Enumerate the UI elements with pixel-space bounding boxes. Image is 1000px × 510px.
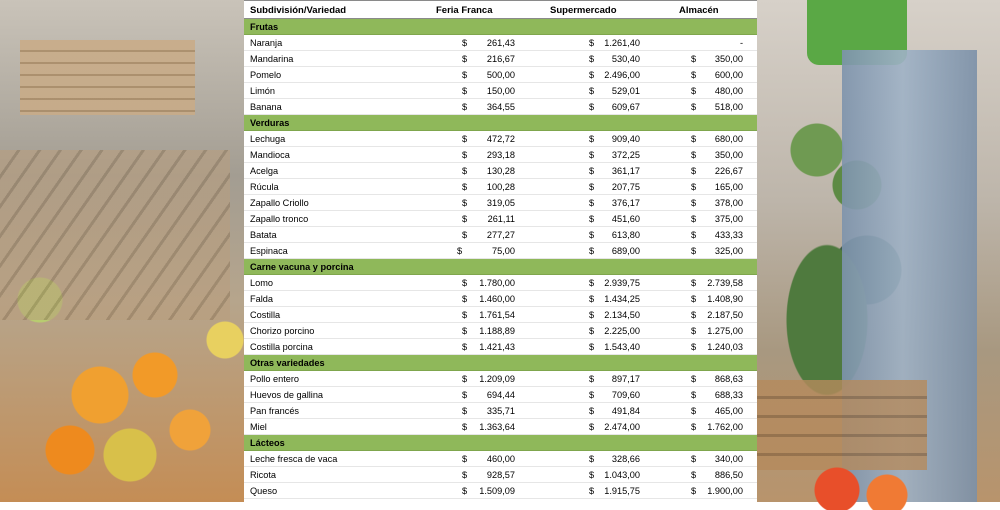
currency-symbol: $: [462, 230, 468, 240]
category-label: Frutas: [250, 22, 279, 32]
item-name: Costilla porcina: [250, 342, 313, 352]
item-name: Zapallo tronco: [250, 214, 309, 224]
crate-image: [0, 150, 230, 320]
currency-symbol: $: [589, 134, 595, 144]
price-almacen: 465,00: [714, 406, 743, 416]
currency-symbol: $: [462, 374, 468, 384]
category-label: Otras variedades: [250, 358, 325, 368]
item-name: Costilla: [250, 310, 281, 320]
currency-symbol: $: [691, 310, 697, 320]
price-almacen: -: [739, 38, 743, 48]
price-supermercado: 1.543,40: [604, 342, 640, 352]
table-row: [244, 83, 757, 99]
currency-symbol: $: [691, 342, 697, 352]
item-name: Huevos de gallina: [250, 390, 324, 400]
item-name: Acelga: [250, 166, 279, 176]
currency-symbol: $: [462, 70, 468, 80]
table-row: [244, 99, 757, 115]
table-row: [244, 243, 757, 259]
currency-symbol: $: [462, 166, 468, 176]
currency-symbol: $: [691, 214, 697, 224]
table-row: [244, 67, 757, 83]
price-supermercado: 897,17: [611, 374, 640, 384]
price-almacen: 1.762,00: [707, 422, 743, 432]
item-name: Pomelo: [250, 70, 282, 80]
currency-symbol: $: [589, 454, 595, 464]
table-row: [244, 147, 757, 163]
price-supermercado: 1.261,40: [604, 38, 640, 48]
currency-symbol: $: [691, 86, 697, 96]
price-supermercado: 1.434,25: [604, 294, 640, 304]
item-name: Lechuga: [250, 134, 286, 144]
table-row: [244, 35, 757, 51]
item-name: Queso: [250, 486, 278, 496]
currency-symbol: $: [589, 214, 595, 224]
currency-symbol: $: [691, 70, 697, 80]
price-supermercado: 689,00: [611, 246, 640, 256]
table-row: [244, 291, 757, 307]
currency-symbol: $: [589, 310, 595, 320]
price-almacen: 480,00: [714, 86, 743, 96]
table-row: [244, 227, 757, 243]
item-name: Falda: [250, 294, 273, 304]
currency-symbol: $: [691, 294, 697, 304]
price-almacen: 2.187,50: [707, 310, 743, 320]
price-almacen: 688,33: [714, 390, 743, 400]
header-supermercado: Supermercado: [550, 5, 617, 16]
price-almacen: 325,00: [714, 246, 743, 256]
price-feria-franca: 277,27: [486, 230, 515, 240]
currency-symbol: $: [589, 422, 595, 432]
item-name: Banana: [250, 102, 282, 112]
item-name: Miel: [250, 422, 267, 432]
table-row: [244, 467, 757, 483]
currency-symbol: $: [589, 150, 595, 160]
currency-symbol: $: [589, 70, 595, 80]
price-supermercado: 491,84: [611, 406, 640, 416]
currency-symbol: $: [691, 246, 697, 256]
item-name: Limón: [250, 86, 276, 96]
price-almacen: 518,00: [714, 102, 743, 112]
item-name: Ricota: [250, 470, 277, 480]
currency-symbol: $: [462, 342, 468, 352]
category-label: Verduras: [250, 118, 290, 128]
price-supermercado: 372,25: [611, 150, 640, 160]
produce-image: [797, 460, 917, 510]
currency-symbol: $: [462, 182, 468, 192]
price-feria-franca: 472,72: [486, 134, 515, 144]
price-feria-franca: 1.509,09: [479, 486, 515, 496]
currency-symbol: $: [691, 278, 697, 288]
price-feria-franca: 261,43: [486, 38, 515, 48]
price-almacen: 165,00: [714, 182, 743, 192]
currency-symbol: $: [462, 486, 468, 496]
currency-symbol: $: [589, 86, 595, 96]
item-name: Pan francés: [250, 406, 300, 416]
category-label: Lácteos: [250, 438, 285, 448]
currency-symbol: $: [462, 102, 468, 112]
currency-symbol: $: [589, 486, 595, 496]
table-row: [244, 179, 757, 195]
price-supermercado: 2.939,75: [604, 278, 640, 288]
price-feria-franca: 694,44: [486, 390, 515, 400]
price-supermercado: 909,40: [611, 134, 640, 144]
table-row: [244, 419, 757, 435]
currency-symbol: $: [589, 38, 595, 48]
table-row: [244, 211, 757, 227]
price-feria-franca: 928,57: [486, 470, 515, 480]
price-supermercado: 207,75: [611, 182, 640, 192]
category-row: [244, 19, 757, 35]
currency-symbol: $: [462, 310, 468, 320]
item-name: Zapallo Criollo: [250, 198, 309, 208]
price-supermercado: 361,17: [611, 166, 640, 176]
price-feria-franca: 1.421,43: [479, 342, 515, 352]
currency-symbol: $: [691, 166, 697, 176]
price-almacen: 886,50: [714, 470, 743, 480]
crate-image: [20, 40, 195, 115]
currency-symbol: $: [589, 230, 595, 240]
currency-symbol: $: [691, 406, 697, 416]
currency-symbol: $: [691, 182, 697, 192]
currency-symbol: $: [589, 326, 595, 336]
price-supermercado: 530,40: [611, 54, 640, 64]
currency-symbol: $: [691, 198, 697, 208]
price-supermercado: 709,60: [611, 390, 640, 400]
currency-symbol: $: [462, 38, 468, 48]
price-feria-franca: 460,00: [486, 454, 515, 464]
price-almacen: 433,33: [714, 230, 743, 240]
category-row: [244, 355, 757, 371]
table-header: [244, 0, 757, 19]
currency-symbol: $: [589, 278, 595, 288]
table-row: [244, 307, 757, 323]
item-name: Mandioca: [250, 150, 290, 160]
price-almacen: 680,00: [714, 134, 743, 144]
price-almacen: 378,00: [714, 198, 743, 208]
currency-symbol: $: [462, 150, 468, 160]
currency-symbol: $: [691, 326, 697, 336]
item-name: Lomo: [250, 278, 273, 288]
currency-symbol: $: [462, 54, 468, 64]
table-row: [244, 339, 757, 355]
currency-symbol: $: [589, 406, 595, 416]
table-row: [244, 195, 757, 211]
price-almacen: 226,67: [714, 166, 743, 176]
price-supermercado: 2.496,00: [604, 70, 640, 80]
currency-symbol: $: [462, 454, 468, 464]
price-feria-franca: 1.209,09: [479, 374, 515, 384]
currency-symbol: $: [462, 294, 468, 304]
price-feria-franca: 1.363,64: [479, 422, 515, 432]
price-supermercado: 613,80: [611, 230, 640, 240]
price-supermercado: 376,17: [611, 198, 640, 208]
currency-symbol: $: [589, 390, 595, 400]
table-row: [244, 323, 757, 339]
table-row: [244, 483, 757, 499]
price-supermercado: 328,66: [611, 454, 640, 464]
currency-symbol: $: [457, 246, 463, 256]
price-supermercado: 529,01: [611, 86, 640, 96]
item-name: Rúcula: [250, 182, 279, 192]
category-row: [244, 259, 757, 275]
currency-symbol: $: [691, 150, 697, 160]
price-feria-franca: 1.188,89: [479, 326, 515, 336]
currency-symbol: $: [691, 134, 697, 144]
currency-symbol: $: [589, 246, 595, 256]
price-almacen: 340,00: [714, 454, 743, 464]
price-feria-franca: 1.460,00: [479, 294, 515, 304]
currency-symbol: $: [691, 230, 697, 240]
price-almacen: 600,00: [714, 70, 743, 80]
background-photo-right: [757, 0, 1000, 502]
table-row: [244, 163, 757, 179]
price-feria-franca: 335,71: [486, 406, 515, 416]
category-label: Carne vacuna y porcina: [250, 262, 354, 272]
price-almacen: 1.408,90: [707, 294, 743, 304]
currency-symbol: $: [589, 166, 595, 176]
price-supermercado: 451,60: [611, 214, 640, 224]
price-almacen: 868,63: [714, 374, 743, 384]
table-row: [244, 451, 757, 467]
currency-symbol: $: [589, 470, 595, 480]
price-feria-franca: 293,18: [486, 150, 515, 160]
table-row: [244, 275, 757, 291]
currency-symbol: $: [462, 406, 468, 416]
price-almacen: 1.240,03: [707, 342, 743, 352]
currency-symbol: $: [462, 86, 468, 96]
currency-symbol: $: [691, 454, 697, 464]
item-name: Leche fresca de vaca: [250, 454, 338, 464]
price-feria-franca: 100,28: [486, 182, 515, 192]
currency-symbol: $: [691, 486, 697, 496]
currency-symbol: $: [589, 374, 595, 384]
category-row: [244, 435, 757, 451]
currency-symbol: $: [462, 390, 468, 400]
price-feria-franca: 261,11: [487, 214, 515, 224]
price-feria-franca: 130,28: [486, 166, 515, 176]
currency-symbol: $: [589, 102, 595, 112]
currency-symbol: $: [589, 294, 595, 304]
item-name: Mandarina: [250, 54, 294, 64]
currency-symbol: $: [691, 102, 697, 112]
price-supermercado: 2.134,50: [604, 310, 640, 320]
table-row: [244, 371, 757, 387]
price-supermercado: 2.474,00: [604, 422, 640, 432]
currency-symbol: $: [589, 182, 595, 192]
price-almacen: 350,00: [714, 54, 743, 64]
price-feria-franca: 75,00: [492, 246, 515, 256]
price-supermercado: 1.043,00: [604, 470, 640, 480]
table-row: [244, 403, 757, 419]
currency-symbol: $: [691, 374, 697, 384]
item-name: Espinaca: [250, 246, 288, 256]
price-almacen: 350,00: [714, 150, 743, 160]
price-almacen: 1.275,00: [707, 326, 743, 336]
price-feria-franca: 150,00: [486, 86, 515, 96]
header-almacen: Almacén: [679, 5, 719, 16]
currency-symbol: $: [589, 198, 595, 208]
price-feria-franca: 500,00: [486, 70, 515, 80]
currency-symbol: $: [462, 198, 468, 208]
price-feria-franca: 216,67: [486, 54, 515, 64]
currency-symbol: $: [462, 278, 468, 288]
currency-symbol: $: [462, 214, 468, 224]
price-almacen: 2.739,58: [707, 278, 743, 288]
currency-symbol: $: [589, 54, 595, 64]
category-row: [244, 115, 757, 131]
item-name: Naranja: [250, 38, 283, 48]
price-feria-franca: 1.761,54: [479, 310, 515, 320]
crate-image: [757, 380, 927, 470]
background-photo-left: [0, 0, 244, 502]
item-name: Pollo entero: [250, 374, 300, 384]
currency-symbol: $: [589, 342, 595, 352]
price-supermercado: 2.225,00: [604, 326, 640, 336]
header-feria-franca: Feria Franca: [436, 5, 493, 16]
currency-symbol: $: [462, 326, 468, 336]
currency-symbol: $: [691, 390, 697, 400]
item-name: Chorizo porcino: [250, 326, 315, 336]
currency-symbol: $: [462, 470, 468, 480]
table-row: [244, 51, 757, 67]
price-feria-franca: 364,55: [486, 102, 515, 112]
table-body: [244, 19, 757, 499]
currency-symbol: $: [462, 134, 468, 144]
price-table: [244, 0, 757, 502]
price-feria-franca: 319,05: [486, 198, 515, 208]
price-feria-franca: 1.780,00: [479, 278, 515, 288]
currency-symbol: $: [691, 54, 697, 64]
table-row: [244, 387, 757, 403]
price-almacen: 1.900,00: [707, 486, 743, 496]
price-almacen: 375,00: [714, 214, 743, 224]
item-name: Batata: [250, 230, 277, 240]
price-supermercado: 609,67: [611, 102, 640, 112]
table-row: [244, 131, 757, 147]
price-supermercado: 1.915,75: [604, 486, 640, 496]
currency-symbol: $: [691, 470, 697, 480]
currency-symbol: $: [691, 422, 697, 432]
currency-symbol: $: [462, 422, 468, 432]
header-subdivision: Subdivisión/Variedad: [250, 5, 347, 16]
